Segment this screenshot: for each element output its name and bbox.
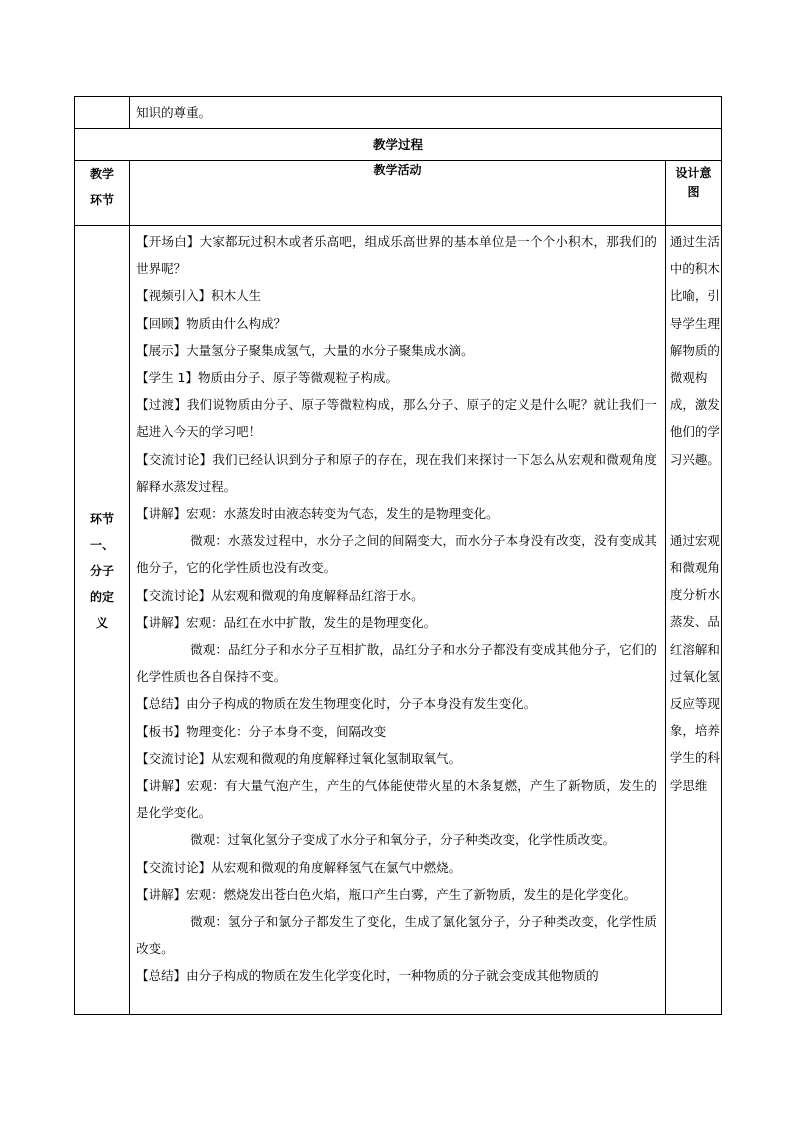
body-row: [75, 226, 722, 1015]
top-row-text-cell: [130, 97, 722, 129]
activity-paragraph: 【讲解】宏观：燃烧发出苍白色火焰，瓶口产生白雾，产生了新物质，发生的是化学变化。: [136, 886, 637, 902]
activity-paragraph: 【交流讨论】我们已经认识到分子和原子的存在，现在我们来探讨一下怎么从宏观和微观角度解释水蒸发过程。: [136, 451, 657, 494]
stage-line: 分子: [90, 564, 115, 578]
activity-paragraph-micro: [136, 908, 657, 962]
section-title-row: [75, 129, 722, 161]
activity-paragraph: 【交流讨论】从宏观和微观的角度解释品红溶于水。: [136, 587, 424, 603]
header-intent-line: 图: [687, 185, 700, 199]
activity-paragraph: 【总结】由分子构成的物质在发生化学变化时，一种物质的分子就会变成其他物质的: [136, 968, 599, 984]
intent-text: 通过宏观和微观角度分析水蒸发、品红溶解和过氧化氢反应等现象，培养学生的科学思维: [669, 532, 720, 793]
top-row-empty-cell: [75, 97, 130, 129]
activity-paragraph: 【讲解】宏观：品红在水中扩散，发生的是物理变化。: [136, 614, 437, 630]
top-row: [75, 97, 722, 129]
stage-cell: [75, 226, 130, 1015]
activity-paragraph: 【开场白】大家都玩过积木或者乐高吧，组成乐高世界的基本单位是一个个小积木，那我们的世界呢？: [136, 234, 657, 277]
stage-line: 的定: [90, 590, 115, 604]
activity-paragraph: 【交流讨论】从宏观和微观的角度解释过氧化氢制取氧气。: [136, 750, 462, 766]
micro-indent: [136, 533, 190, 548]
activity-paragraph: 【板书】物理变化：分子本身不变，间隔改变: [136, 723, 387, 739]
activity-paragraph: 【过渡】我们说物质由分子、原子等微粒构成，那么分子、原子的定义是什么呢？就让我们一起进入今天的学习吧！: [136, 397, 657, 440]
header-row: [75, 161, 722, 226]
activity-paragraph: 【视频引入】积木人生: [136, 288, 262, 304]
micro-indent: [136, 642, 190, 657]
intent-text: 通过生活中的积木比喻，引导学生理解物质的微观构成，激发他们的学习兴趣。: [669, 234, 720, 467]
activity-paragraph: 【交流讨论】从宏观和微观的角度解释氢气在氯气中燃烧。: [136, 859, 462, 875]
micro-text: 微观：过氧化氢分子变成了水分子和氧分子，分子种类改变，化学性质改变。: [190, 832, 616, 848]
activity-paragraph: 【总结】由分子构成的物质在发生物理变化时，分子本身没有发生变化。: [136, 696, 537, 712]
activity-paragraph-micro: [136, 636, 657, 690]
activity-paragraph: 【讲解】宏观：有大量气泡产生，产生的气体能使带火星的木条复燃，产生了新物质，发生的是化学变化。: [136, 778, 657, 821]
top-row-text: 知识的尊重。: [136, 105, 212, 120]
activity-paragraph: 【学生 1】物质由分子、原子等微观粒子构成。: [136, 370, 399, 386]
stage-line: 一、: [90, 538, 115, 552]
activity-paragraph-micro: [136, 826, 657, 853]
header-stage-line: 环节: [90, 193, 115, 207]
intent-cell: [665, 226, 721, 1015]
header-activity: 教学活动: [130, 161, 666, 226]
micro-text: 微观：水蒸发过程中，水分子之间的间隔变大，而水分子本身没有改变，没有变成其他分子，它的化学性质也没有改变。: [136, 533, 657, 576]
micro-text: 微观：氢分子和氯分子都发生了变化，生成了氯化氢分子，分子种类改变，化学性质改变。: [136, 914, 657, 957]
activity-paragraph: 【讲解】宏观：水蒸发时由液态转变为气态，发生的是物理变化。: [136, 506, 499, 522]
activity-paragraph-micro: [136, 527, 657, 581]
header-intent-line: 设计意: [675, 166, 712, 180]
header-stage: [75, 161, 130, 226]
stage-line: 环节: [90, 512, 115, 526]
header-stage-line: 教学: [90, 167, 115, 181]
activity-paragraph: 【展示】大量氢分子聚集成氢气，大量的水分子聚集成水滴。: [136, 342, 474, 358]
stage-line: 义: [96, 616, 109, 630]
micro-text: 微观：品红分子和水分子互相扩散，品红分子和水分子都没有变成其他分子，它们的化学性质也各自保持不变。: [136, 642, 657, 685]
micro-indent: [136, 914, 190, 929]
activity-cell: [130, 226, 666, 1015]
activity-paragraph: 【回顾】物质由什么构成？: [136, 315, 287, 331]
intent-gap: [670, 473, 721, 527]
section-title: 教学过程: [75, 129, 722, 161]
header-intent: [665, 161, 721, 226]
micro-indent: [136, 832, 190, 847]
lesson-plan-table: [74, 96, 722, 1015]
